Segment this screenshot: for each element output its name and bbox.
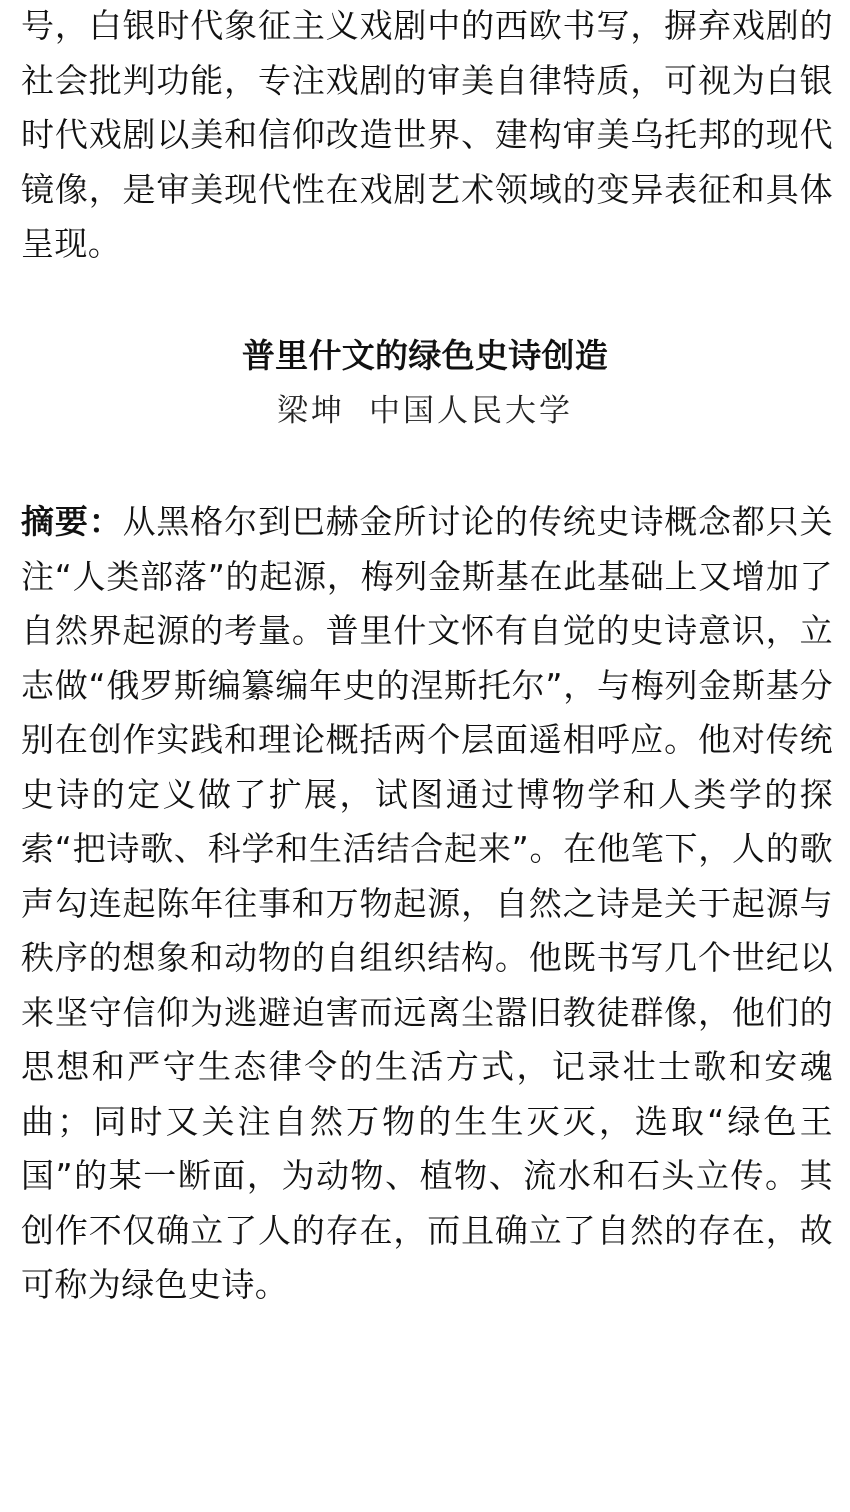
author-name: 梁坤 <box>277 393 345 429</box>
abstract-paragraph <box>21 495 833 1313</box>
abstract-label: 摘要： <box>21 502 123 541</box>
abstract-text: 从黑格尔到巴赫金所讨论的传统史诗概念都只关注“人类部落”的起源，梅列金斯基在此基础上又增加了自然界起源的考量。普里什文怀有自觉的史诗意识，立志做“俄罗斯编纂编年史的涅斯托尔”，与梅列金斯基分别在创作实践和理论概括两个层面遥相呼应。他对传统史诗的定义做了扩展，试图通过博物学和人类学的探索“把诗歌、科学和生活结合起来”。在他笔下，人的歌声勾连起陈年往事和万物起源，自然之诗是关于起源与秩序的想象和动物的自组织结构。他既书写几个世纪以来坚守信仰为逃避迫害而远离尘嚣旧教徒群像，他们的思想和严守生态律令的生活方式，记录壮士歌和安魂曲；同时又关注自然万物的生生灭灭，选取“绿色王国”的某一断面，为动物、植物、流水和石头立传。其创作不仅确立了人的存在，而且确立了自然的存在，故可称为绿色史诗。 <box>21 502 833 1304</box>
author-affiliation: 中国人民大学 <box>369 393 573 429</box>
article-title: 普里什文的绿色史诗创造 <box>241 336 609 375</box>
previous-article-closing-paragraph: 号，白银时代象征主义戏剧中的西欧书写，摒弃戏剧的社会批判功能，专注戏剧的审美自律特质，可视为白银时代戏剧以美和信仰改造世界、建构审美乌托邦的现代镜像，是审美现代性在戏剧艺术领域的变异表征和具体呈现。 <box>21 6 833 263</box>
author-line <box>0 388 850 434</box>
